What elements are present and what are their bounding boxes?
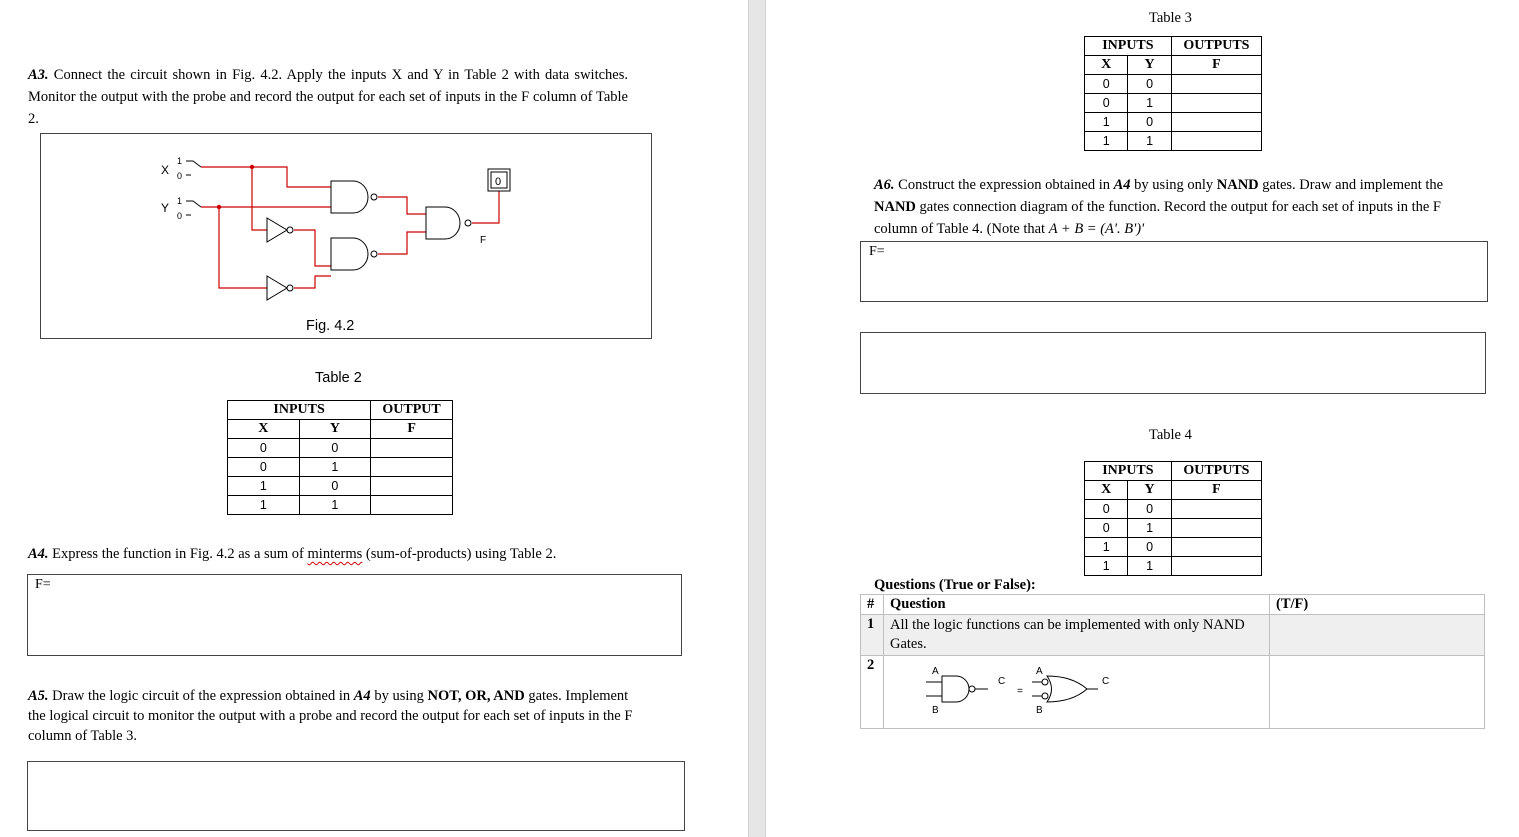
answer-cell[interactable] xyxy=(1270,615,1485,656)
table2-col-f: F xyxy=(371,420,453,439)
table4 xyxy=(1084,461,1262,576)
output-cell[interactable] xyxy=(371,458,453,477)
switch-x xyxy=(186,161,201,175)
a4-answer-box[interactable] xyxy=(27,574,682,656)
nand-equivalence-diagram xyxy=(892,662,1112,722)
table-row xyxy=(1085,94,1262,113)
a5-text2: by using xyxy=(374,688,424,704)
cell: 1 xyxy=(1128,519,1171,538)
a5-answer-box[interactable] xyxy=(27,761,685,831)
table3-col-x: X xyxy=(1085,56,1128,75)
output-cell[interactable] xyxy=(1171,113,1261,132)
a6-ref: A4 xyxy=(1113,177,1131,193)
junction-y xyxy=(217,205,221,209)
nand-gate-1 xyxy=(331,181,377,213)
a6-text1: Construct the expression obtained in xyxy=(898,177,1110,193)
q2-equals: = xyxy=(1017,686,1023,697)
table4-inputs-header: INPUTS xyxy=(1085,462,1172,481)
q2-in-b-2: B xyxy=(1036,705,1043,716)
questions-col-question: Question xyxy=(884,595,1270,615)
output-cell[interactable] xyxy=(371,439,453,458)
right-page xyxy=(766,0,1519,837)
table-row xyxy=(1085,132,1262,151)
cell: 0 xyxy=(1128,75,1171,94)
table-row xyxy=(228,439,453,458)
figure-4-2-frame xyxy=(40,133,652,339)
questions-col-num: # xyxy=(861,595,884,615)
cell: 1 xyxy=(1085,538,1128,557)
a6-text4: gates connection diagram of the function. Record the output for each set of inputs in the F column of Table 4. (Note that xyxy=(874,199,1441,237)
switch-y xyxy=(186,201,201,215)
output-cell[interactable] xyxy=(371,496,453,515)
table2-inputs-header: INPUTS xyxy=(228,401,371,420)
table-row xyxy=(1085,538,1262,557)
output-f-label: F xyxy=(480,235,487,246)
nand-gate-3 xyxy=(426,207,471,239)
table3-title: Table 3 xyxy=(1149,10,1192,26)
a6-label: A6. xyxy=(874,177,895,193)
a6-answer-box[interactable] xyxy=(860,241,1488,302)
a3-text: Connect the circuit shown in Fig. 4.2. Apply the inputs X and Y in Table 2 with data switches. Monitor the output with the probe and record the output for each set of inputs in the F column of Table 2. xyxy=(28,67,628,127)
a6-bold1: NAND xyxy=(1216,177,1259,193)
cell: 0 xyxy=(1128,538,1171,557)
a3-paragraph xyxy=(28,64,628,130)
output-cell[interactable] xyxy=(1171,519,1261,538)
a4-label: A4. xyxy=(28,546,49,562)
cell: 1 xyxy=(1085,557,1128,576)
questions-table xyxy=(860,594,1485,729)
table-row xyxy=(861,656,1485,729)
table-row xyxy=(1085,500,1262,519)
q2-out-c-2: C xyxy=(1102,676,1110,687)
not-gate-2 xyxy=(267,276,293,300)
questions-title: Questions (True or False): xyxy=(874,577,1036,593)
input-x-label: X xyxy=(161,163,170,177)
cell: 1 xyxy=(299,496,371,515)
a4-text-after: (sum-of-products) using Table 2. xyxy=(365,546,557,562)
table3 xyxy=(1084,36,1262,151)
a5-ref: A4 xyxy=(353,688,371,704)
question-text: All the logic functions can be implemented with only NAND Gates. xyxy=(884,615,1270,656)
table4-col-y: Y xyxy=(1128,481,1171,500)
table2-col-y: Y xyxy=(299,420,371,439)
a5-text3: gates. Implement the logical circuit to monitor the output with a probe and record the output for each set of inputs in the F column of Table 3. xyxy=(28,688,633,744)
cell: 0 xyxy=(228,439,300,458)
table3-outputs-header: OUTPUTS xyxy=(1171,37,1261,56)
table4-outputs-header: OUTPUTS xyxy=(1171,462,1261,481)
cell: 1 xyxy=(1085,113,1128,132)
cell: 0 xyxy=(299,439,371,458)
switch-x-low: 0 xyxy=(177,171,183,181)
cell: 1 xyxy=(228,477,300,496)
table3-inputs-header: INPUTS xyxy=(1085,37,1172,56)
cell: 1 xyxy=(1128,132,1171,151)
table2 xyxy=(227,400,453,515)
answer-cell[interactable] xyxy=(1270,656,1485,729)
a6-formula: A + B = (A'. B')' xyxy=(1048,221,1145,237)
table-row xyxy=(861,615,1485,656)
left-page xyxy=(0,0,748,837)
table2-title: Table 2 xyxy=(315,370,362,386)
a6-text2: by using only xyxy=(1134,177,1214,193)
nand-gate-2 xyxy=(331,238,377,270)
table-row xyxy=(1085,75,1262,94)
output-cell[interactable] xyxy=(1171,75,1261,94)
a5-text1: Draw the logic circuit of the expression obtained in xyxy=(52,688,351,704)
cell: 0 xyxy=(1085,75,1128,94)
question-number: 2 xyxy=(861,656,884,729)
cell: 0 xyxy=(1085,500,1128,519)
table3-col-f: F xyxy=(1171,56,1261,75)
table-row xyxy=(228,458,453,477)
cell: 0 xyxy=(1085,519,1128,538)
junction-x xyxy=(250,165,254,169)
question-2-diagram-cell xyxy=(884,656,1270,729)
cell: 1 xyxy=(1128,94,1171,113)
a4-answer-label: F= xyxy=(35,577,51,592)
table2-output-header: OUTPUT xyxy=(371,401,453,420)
a3-label: A3. xyxy=(28,67,49,83)
cell: 0 xyxy=(1128,113,1171,132)
page-gutter xyxy=(748,0,766,837)
a6-drawing-box[interactable] xyxy=(860,332,1486,394)
a6-answer-label: F= xyxy=(869,244,885,259)
q2-in-a-2: A xyxy=(1036,666,1043,677)
a6-bold2: NAND xyxy=(874,199,916,215)
q2-nand-gate xyxy=(926,676,988,702)
table-row xyxy=(228,477,453,496)
q2-in-b-1: B xyxy=(932,705,939,716)
output-cell[interactable] xyxy=(1171,94,1261,113)
output-cell[interactable] xyxy=(1171,132,1261,151)
output-cell[interactable] xyxy=(1171,500,1261,519)
a6-paragraph xyxy=(874,174,1474,240)
table2-col-x: X xyxy=(228,420,300,439)
a5-bold: NOT, OR, AND xyxy=(427,688,525,704)
table-row xyxy=(1085,519,1262,538)
output-cell[interactable] xyxy=(371,477,453,496)
input-y-label: Y xyxy=(161,201,170,215)
table-row xyxy=(228,496,453,515)
table-row xyxy=(1085,557,1262,576)
circuit-diagram xyxy=(41,134,651,338)
q2-or-gate-inverted-inputs xyxy=(1032,676,1098,702)
a5-label: A5. xyxy=(28,688,49,704)
table4-col-f: F xyxy=(1171,481,1261,500)
cell: 1 xyxy=(1128,557,1171,576)
question-number: 1 xyxy=(861,615,884,656)
cell: 0 xyxy=(1085,94,1128,113)
table4-title: Table 4 xyxy=(1149,427,1192,443)
q2-out-c-1: C xyxy=(998,676,1006,687)
table-row xyxy=(1085,113,1262,132)
cell: 1 xyxy=(299,458,371,477)
switch-y-high: 1 xyxy=(177,196,183,206)
not-gate-1 xyxy=(267,218,293,242)
cell: 1 xyxy=(228,496,300,515)
questions-col-answer: (T/F) xyxy=(1270,595,1485,615)
probe-value: 0 xyxy=(495,176,502,188)
output-cell[interactable] xyxy=(1171,538,1261,557)
a4-text-before: Express the function in Fig. 4.2 as a sum of xyxy=(52,546,304,562)
table3-col-y: Y xyxy=(1128,56,1171,75)
figure-caption: Fig. 4.2 xyxy=(306,318,355,334)
a5-paragraph xyxy=(28,686,638,746)
a4-paragraph xyxy=(28,543,688,565)
cell: 0 xyxy=(1128,500,1171,519)
cell: 0 xyxy=(299,477,371,496)
table4-col-x: X xyxy=(1085,481,1128,500)
switch-y-low: 0 xyxy=(177,211,183,221)
a4-minterms: minterms xyxy=(307,546,363,562)
output-cell[interactable] xyxy=(1171,557,1261,576)
cell: 1 xyxy=(1085,132,1128,151)
cell: 0 xyxy=(228,458,300,477)
q2-in-a-1: A xyxy=(932,666,939,677)
switch-x-high: 1 xyxy=(177,156,183,166)
a6-text3: gates. Draw and implement the xyxy=(1262,177,1444,193)
